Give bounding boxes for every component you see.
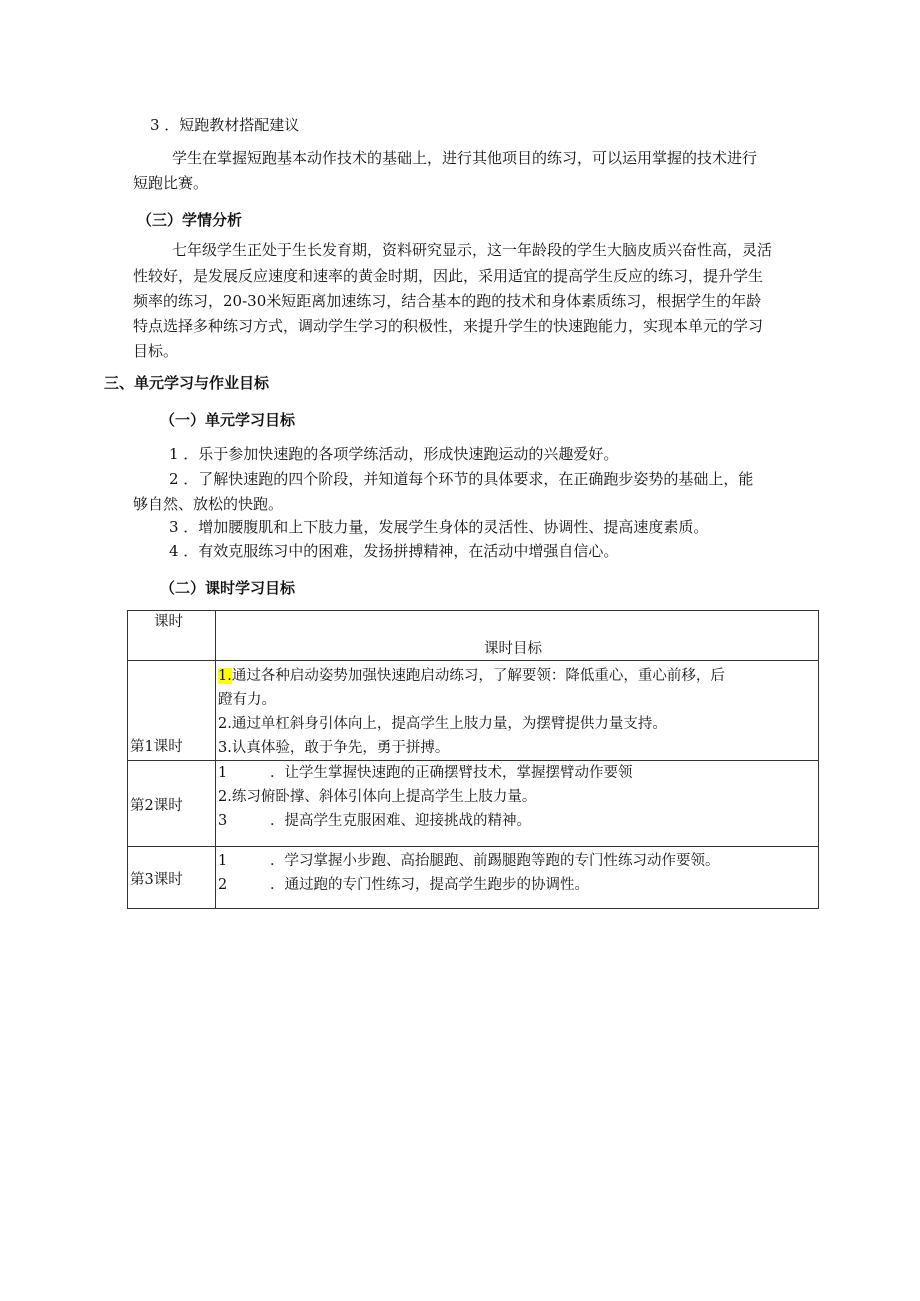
goals-cell: [216, 661, 819, 761]
goals-cell: [216, 761, 819, 847]
unit-goal-item: 3 ．增加腰腹肌和上下肢力量，发展学生身体的灵活性、协调性、提高速度素质。: [169, 518, 709, 536]
section-heading-3: 3 ．短跑教材搭配建议: [150, 116, 300, 134]
paragraph-line: 特点选择多种练习方式，调动学生学习的积极性，来提升学生的快速跑能力，实现本单元的学习: [133, 317, 764, 335]
goal-line: 2.练习俯卧撑、斜体引体向上提高学生上肢力量。: [218, 789, 537, 805]
paragraph-line: 学生在掌握短跑基本动作技术的基础上，进行其他项目的练习，可以运用掌握的技术进行: [172, 149, 758, 167]
header-cell-goals: 课时目标: [216, 611, 819, 661]
paragraph-line: 性较好，是发展反应速度和速率的黄金时期，因此，采用适宜的提高学生反应的练习，提升学生: [133, 267, 764, 285]
lesson-cell: 第3课时: [128, 847, 216, 909]
paragraph-line: 七年级学生正处于生长发育期，资料研究显示，这一年龄段的学生大脑皮质兴奋性高，灵活: [172, 241, 773, 259]
highlighted-number: 1.: [218, 668, 232, 684]
goals-cell: [216, 847, 819, 909]
goal-line: 3 ．提高学生克服困难、迎接挑战的精神。: [218, 813, 531, 829]
goal-line: 1 ．学习掌握小步跑、高抬腿跑、前踢腿跑等跑的专门性练习动作要领。: [218, 853, 720, 869]
paragraph-line: 短跑比赛。: [133, 174, 209, 192]
lesson-cell: 第2课时: [128, 761, 216, 847]
goal-line: 1 ．让学生掌握快速跑的正确摆臂技术，掌握摆臂动作要领: [218, 765, 633, 781]
unit-goals-heading: （一）单元学习目标: [160, 411, 296, 429]
goal-line: 2.通过单杠斜身引体向上，提高学生上肢力量，为摆臂提供力量支持。: [218, 716, 667, 732]
unit-goal-item: 1 ．乐于参加快速跑的各项学练活动，形成快速跑运动的兴趣爱好。: [169, 445, 619, 463]
chapter-heading: 三、单元学习与作业目标: [104, 374, 270, 392]
goal-line: 1.通过各种启动姿势加强快速跑启动练习，了解要领：降低重心，重心前移，后: [218, 668, 725, 684]
analysis-heading: （三）学情分析: [137, 211, 243, 229]
goal-line: 3.认真体验，敢于争先，勇于拼搏。: [218, 740, 450, 756]
goal-line: 蹬有力。: [218, 692, 276, 708]
unit-goal-item: 4 ．有效克服练习中的困难，发扬拼搏精神，在活动中增强自信心。: [169, 542, 619, 560]
goal-line: 2 ．通过跑的专门性练习，提高学生跑步的协调性。: [218, 877, 589, 893]
paragraph-line: 目标。: [133, 342, 179, 360]
unit-goal-item: 2 ．了解快速跑的四个阶段，并知道每个环节的具体要求，在正确跑步姿势的基础上，能: [169, 470, 754, 488]
table-row: [128, 661, 819, 761]
header-cell-lesson: 课时: [128, 611, 216, 661]
lesson-goals-table: [127, 610, 819, 909]
table-header-row: [128, 611, 819, 661]
lesson-goals-heading: （二）课时学习目标: [160, 579, 296, 597]
lesson-cell: 第1课时: [128, 661, 216, 761]
table-row: [128, 761, 819, 847]
table-row: [128, 847, 819, 909]
unit-goal-item-cont: 够自然、放松的快跑。: [133, 495, 284, 513]
paragraph-line: 频率的练习，20-30米短距离加速练习，结合基本的跑的技术和身体素质练习，根据学生的年龄: [133, 292, 762, 310]
